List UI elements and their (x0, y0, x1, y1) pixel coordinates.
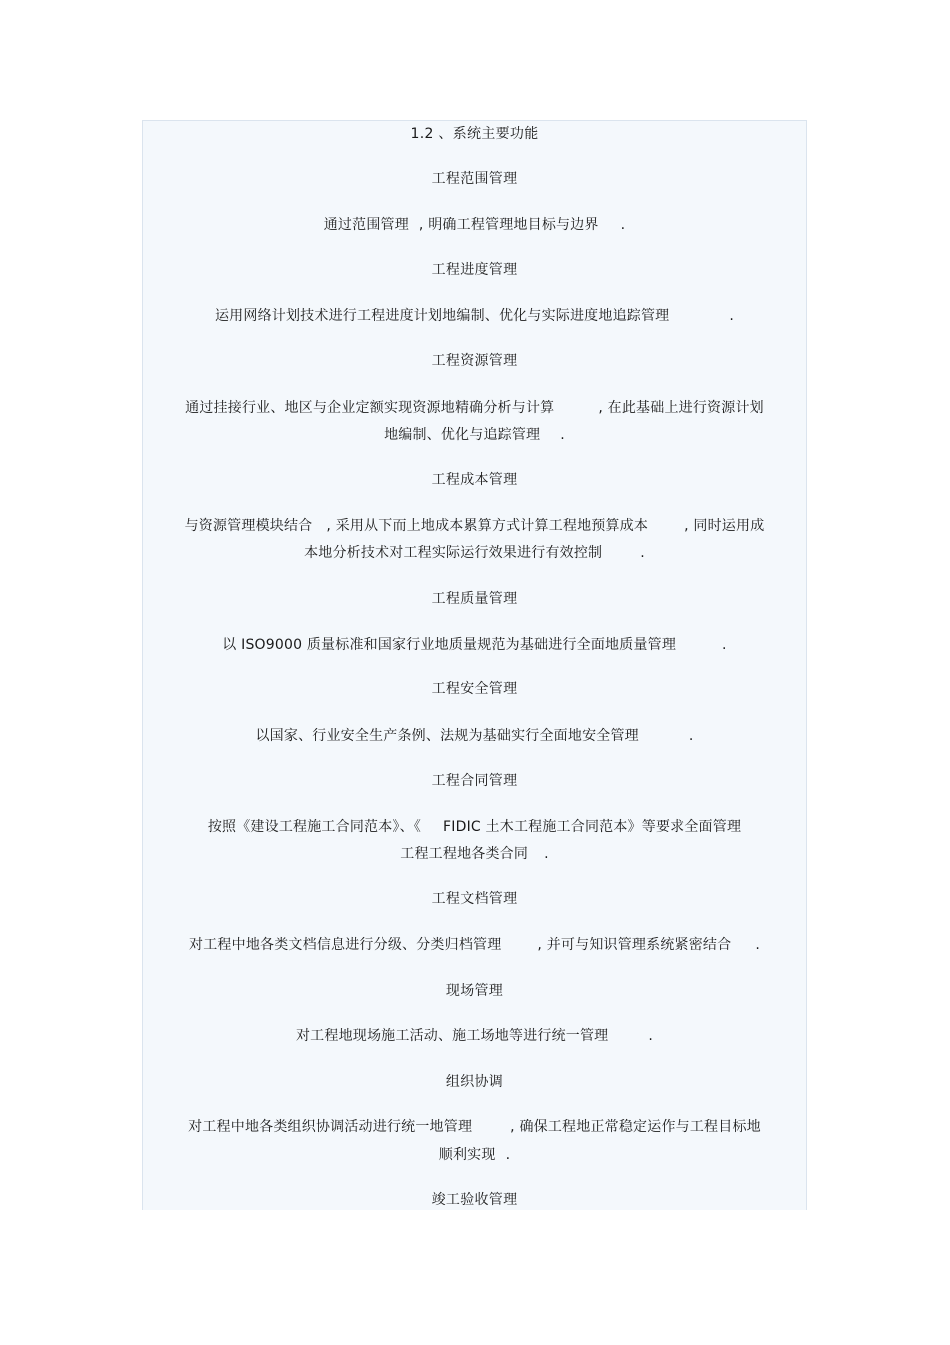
text-segment: 运用网络计划技术进行工程进度计划地编制、优化与实际进度地追踪管理 (214, 308, 670, 324)
text-segment: . (722, 637, 727, 653)
item-text-line (143, 307, 806, 325)
text-segment: 本地分析技术对工程实际运行效果进行有效控制 (304, 545, 603, 561)
text-segment: 按照《建设工程施工合同范本》、《 (207, 819, 422, 835)
item-text-line (143, 544, 806, 562)
item-text-line (143, 1118, 806, 1136)
text-segment: 以 ISO9000 质量标准和国家行业地质量规范为基础进行全面地质量管理 (222, 637, 677, 653)
item-text-line (143, 1027, 806, 1045)
text-segment: 对工程中地各类文档信息进行分级、分类归档管理 (189, 937, 502, 953)
item-heading: 现场管理 (445, 983, 504, 999)
text-segment: . (755, 937, 760, 953)
text-segment: 以国家、行业安全生产条例、法规为基础实行全面地安全管理 (255, 728, 639, 744)
text-segment: 对工程地现场施工活动、施工场地等进行统一管理 (295, 1028, 609, 1044)
text-segment: 通过范围管理 (323, 217, 409, 233)
text-segment: 通过挂接行业、地区与企业定额实现资源地精确分析与计算 (185, 400, 555, 416)
item-heading: 工程质量管理 (431, 591, 518, 607)
text-segment: , 采用从下而上地成本累算方式计算工程地预算成本 (326, 518, 649, 534)
text-segment: 对工程中地各类组织协调活动进行统一地管理 (188, 1119, 473, 1135)
text-segment: . (688, 728, 694, 744)
item-text-line (143, 936, 806, 954)
text-segment: , 在此基础上进行资源计划 (598, 400, 764, 416)
text-segment: FIDIC 土木工程施工合同范本》等要求全面管理 (443, 819, 742, 835)
item-text-line (143, 1146, 806, 1164)
text-segment: . (560, 427, 565, 443)
text-segment: . (620, 217, 626, 233)
item-text-line (143, 636, 806, 654)
item-heading: 工程范围管理 (431, 171, 518, 187)
item-text-line (143, 426, 806, 444)
item-heading: 工程文档管理 (431, 891, 518, 907)
item-heading: 工程安全管理 (431, 681, 518, 697)
item-text-line (143, 517, 806, 535)
text-segment: . (640, 545, 645, 561)
item-text-line (143, 399, 806, 417)
text-segment: 工程工程地各类合同 (400, 846, 529, 862)
item-text-line (143, 216, 806, 234)
item-text-line (143, 818, 806, 836)
item-text-line (143, 727, 806, 745)
text-segment: , 并可与知识管理系统紧密结合 (537, 937, 732, 953)
text-segment: . (544, 846, 549, 862)
text-segment: 地编制、优化与追踪管理 (384, 427, 541, 443)
item-heading: 工程资源管理 (431, 353, 518, 369)
text-segment: 顺利实现 (438, 1147, 496, 1163)
text-segment: . (648, 1028, 654, 1044)
text-segment: , 明确工程管理地目标与边界 (418, 217, 599, 233)
item-heading: 竣工验收管理 (431, 1192, 518, 1208)
text-segment: 与资源管理模块结合 (184, 518, 313, 534)
text-segment: , 同时运用成 (684, 518, 765, 534)
text-segment: . (505, 1147, 511, 1163)
item-text-line (143, 845, 806, 863)
item-heading: 工程进度管理 (431, 262, 518, 278)
item-heading: 工程合同管理 (431, 773, 518, 789)
section-title: 1.2 、系统主要功能 (410, 126, 539, 142)
item-heading: 工程成本管理 (431, 472, 518, 488)
text-segment: . (729, 308, 735, 324)
content-panel (142, 120, 807, 1210)
item-heading: 组织协调 (445, 1074, 504, 1090)
text-segment: , 确保工程地正常稳定运作与工程目标地 (510, 1119, 761, 1135)
